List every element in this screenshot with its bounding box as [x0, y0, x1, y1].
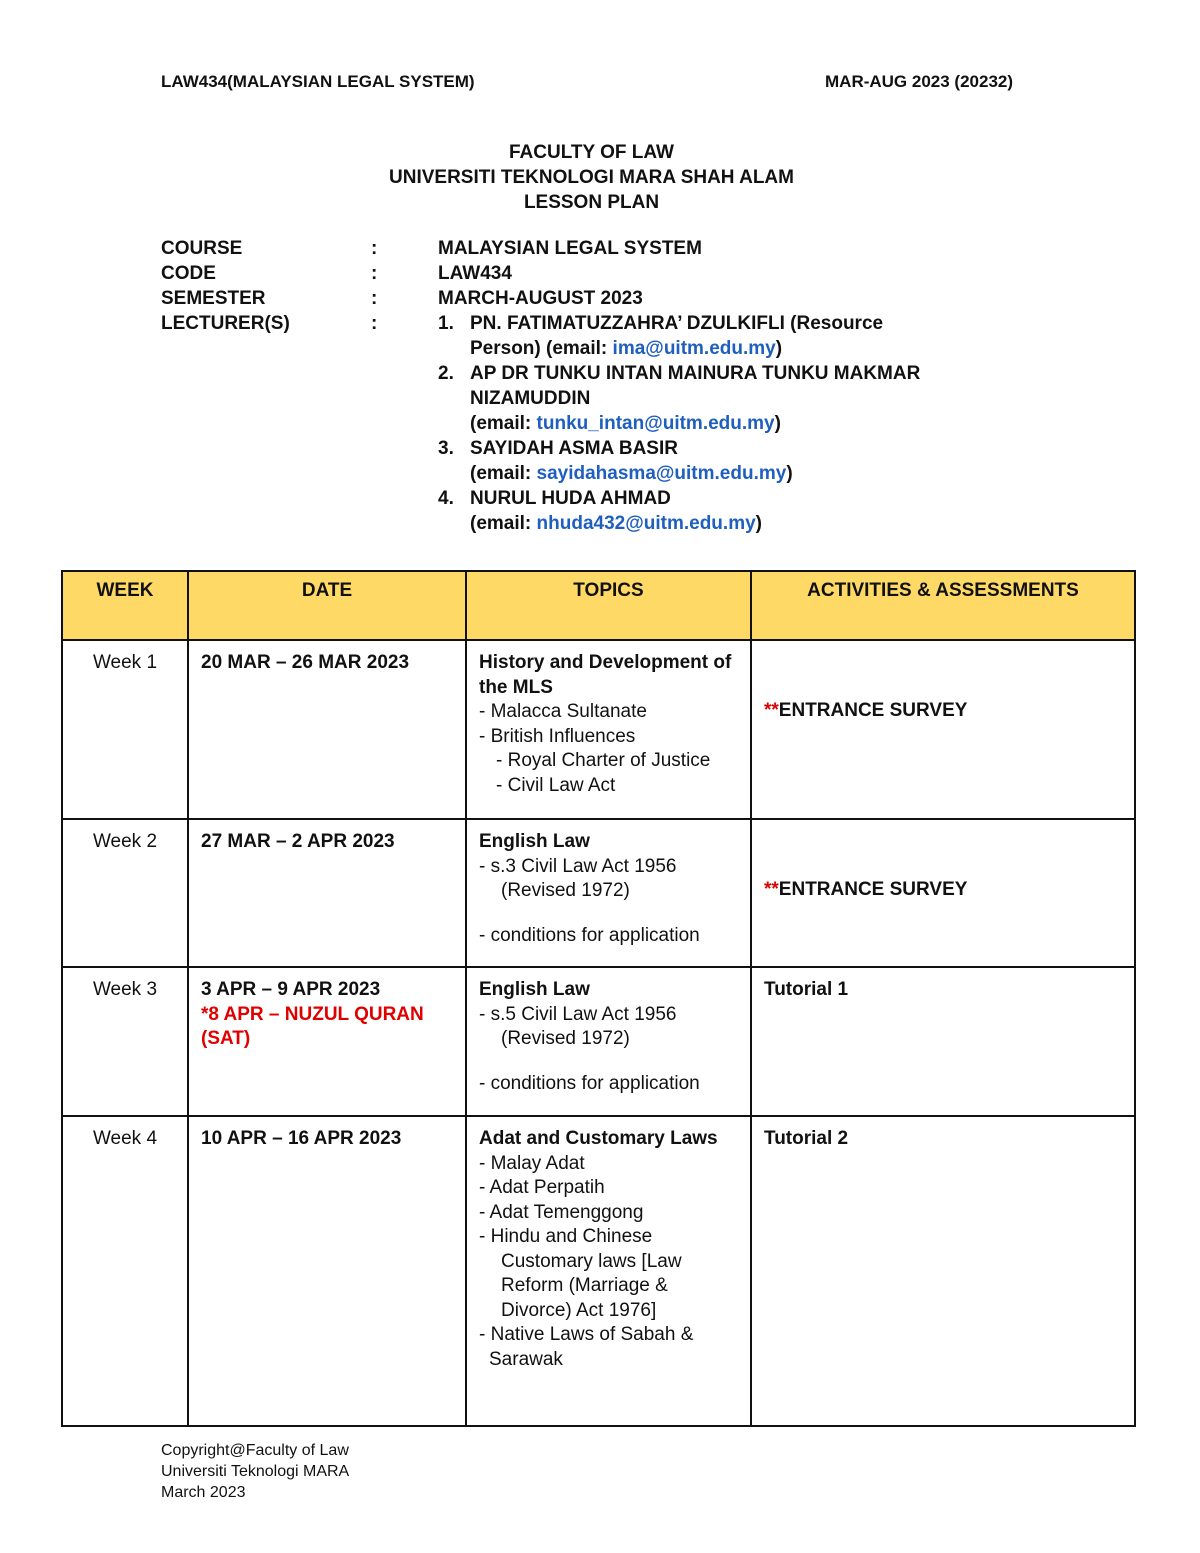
- lecturer-item: 4. NURUL HUDA AHMAD (email: nhuda432@uitm.edu.my): [438, 488, 762, 534]
- colon: :: [371, 263, 378, 284]
- topic-line: - conditions for application: [479, 1072, 700, 1094]
- activity-item: Tutorial 1: [764, 979, 849, 1000]
- topic-line: (Revised 1972): [501, 1028, 630, 1049]
- lecturer-item: 2. AP DR TUNKU INTAN MAINURA TUNKU MAKMAR NIZAMUDDIN (email: tunku_intan@uitm.edu.my): [438, 363, 921, 434]
- activity-item: Tutorial 2: [764, 1128, 849, 1149]
- lecturer-list: [438, 311, 998, 536]
- code-row: [161, 261, 998, 286]
- activity-item: **ENTRANCE SURVEY: [764, 700, 968, 721]
- topic-line: - conditions for application: [479, 924, 700, 946]
- course-row: [161, 236, 998, 261]
- week-cell: Week 3: [62, 967, 188, 1116]
- topic-line: - Adat Temenggong: [479, 1201, 644, 1223]
- lesson-plan-table: [61, 570, 1136, 1427]
- topic-line: - Native Laws of Sabah &: [479, 1324, 694, 1345]
- colon: :: [371, 288, 378, 309]
- topic-line: - Royal Charter of Justice: [496, 750, 711, 771]
- topic-line: - Malay Adat: [479, 1152, 585, 1174]
- topic-line: Customary laws [Law: [501, 1250, 682, 1272]
- lecturer-item: 1. PN. FATIMATUZZAHRA’ DZULKIFLI (Resource Person) (email: ima@uitm.edu.my): [438, 313, 884, 359]
- lecturer-email-link[interactable]: tunku_intan@uitm.edu.my: [536, 413, 775, 434]
- topic-line: - s.5 Civil Law Act 1956: [479, 1003, 677, 1025]
- topic-title: Adat and Customary Laws: [479, 1128, 718, 1149]
- topic-title: History and Development of the MLS: [479, 652, 732, 698]
- topic-title: English Law: [479, 979, 590, 1000]
- date-cell: 10 APR – 16 APR 2023: [188, 1116, 466, 1426]
- table-row: [62, 967, 1135, 1116]
- topic-line: Divorce) Act 1976]: [501, 1299, 657, 1321]
- topic-line: - Malacca Sultanate: [479, 701, 647, 722]
- table-header-row: [62, 571, 1135, 640]
- table-row: [62, 1116, 1135, 1426]
- topic-line: - British Influences: [479, 725, 636, 747]
- lecturer-name: PN. FATIMATUZZAHRA’ DZULKIFLI (Resource: [470, 313, 884, 334]
- topic-line: (Revised 1972): [501, 880, 630, 901]
- header-topics: TOPICS: [466, 571, 751, 640]
- topic-title: English Law: [479, 831, 590, 852]
- lesson-plan-title: LESSON PLAN: [523, 192, 660, 213]
- document-titles: [0, 140, 1183, 215]
- lecturer-item: 3. SAYIDAH ASMA BASIR (email: sayidahasma@uitm.edu.my): [438, 438, 793, 484]
- header-course: LAW434(MALAYSIAN LEGAL SYSTEM): [161, 72, 475, 91]
- course-meta: [161, 236, 998, 536]
- topics-cell: [466, 1116, 751, 1426]
- topic-line: - s.3 Civil Law Act 1956: [479, 855, 677, 877]
- topic-line: - Adat Perpatih: [479, 1177, 605, 1198]
- course-value: MALAYSIAN LEGAL SYSTEM: [438, 238, 702, 259]
- topic-line: Reform (Marriage &: [501, 1275, 668, 1296]
- activity-item: **ENTRANCE SURVEY: [764, 879, 968, 900]
- header-activities: ACTIVITIES & ASSESSMENTS: [751, 571, 1135, 640]
- header-semester: MAR-AUG 2023 (20232): [825, 72, 1014, 91]
- lecturer-email-link[interactable]: nhuda432@uitm.edu.my: [536, 513, 756, 534]
- activities-cell: [751, 640, 1135, 819]
- course-label: COURSE: [161, 238, 243, 259]
- code-label: CODE: [161, 263, 216, 284]
- lecturer-name: AP DR TUNKU INTAN MAINURA TUNKU MAKMAR: [470, 363, 921, 384]
- lecturer-name: SAYIDAH ASMA BASIR: [470, 438, 678, 459]
- lecturer-label: LECTURER(S): [161, 313, 290, 334]
- topics-cell: [466, 819, 751, 967]
- semester-value: MARCH-AUGUST 2023: [438, 288, 643, 309]
- activities-cell: [751, 1116, 1135, 1426]
- university-title: UNIVERSITI TEKNOLOGI MARA SHAH ALAM: [389, 167, 794, 188]
- semester-row: [161, 286, 998, 311]
- lecturer-email-link[interactable]: ima@uitm.edu.my: [612, 338, 776, 359]
- topics-cell: [466, 967, 751, 1116]
- header-date: DATE: [188, 571, 466, 640]
- activities-cell: [751, 967, 1135, 1116]
- week-cell: Week 1: [62, 640, 188, 819]
- date-cell: 3 APR – 9 APR 2023 *8 APR – NUZUL QURAN (SAT): [188, 967, 466, 1116]
- holiday-note: *8 APR – NUZUL QURAN (SAT): [201, 1003, 424, 1049]
- topics-cell: [466, 640, 751, 819]
- footer-copyright: Copyright@Faculty of Law Universiti Teknologi MARA March 2023: [161, 1442, 350, 1501]
- colon: :: [371, 238, 378, 259]
- code-value: LAW434: [438, 263, 512, 284]
- lecturer-email-link[interactable]: sayidahasma@uitm.edu.my: [536, 463, 787, 484]
- topic-line: Sarawak: [489, 1348, 563, 1370]
- table-row: [62, 819, 1135, 967]
- week-cell: Week 2: [62, 819, 188, 967]
- date-cell: 27 MAR – 2 APR 2023: [188, 819, 466, 967]
- lecturer-name: NURUL HUDA AHMAD: [470, 488, 671, 509]
- date-cell: 20 MAR – 26 MAR 2023: [188, 640, 466, 819]
- topic-line: - Civil Law Act: [496, 774, 616, 796]
- semester-label: SEMESTER: [161, 288, 266, 309]
- colon: :: [371, 313, 378, 334]
- lecturer-row: [161, 311, 998, 536]
- topic-line: - Hindu and Chinese: [479, 1226, 653, 1247]
- table-row: [62, 640, 1135, 819]
- week-cell: Week 4: [62, 1116, 188, 1426]
- header-week: WEEK: [62, 571, 188, 640]
- activities-cell: [751, 819, 1135, 967]
- faculty-title: FACULTY OF LAW: [508, 142, 674, 163]
